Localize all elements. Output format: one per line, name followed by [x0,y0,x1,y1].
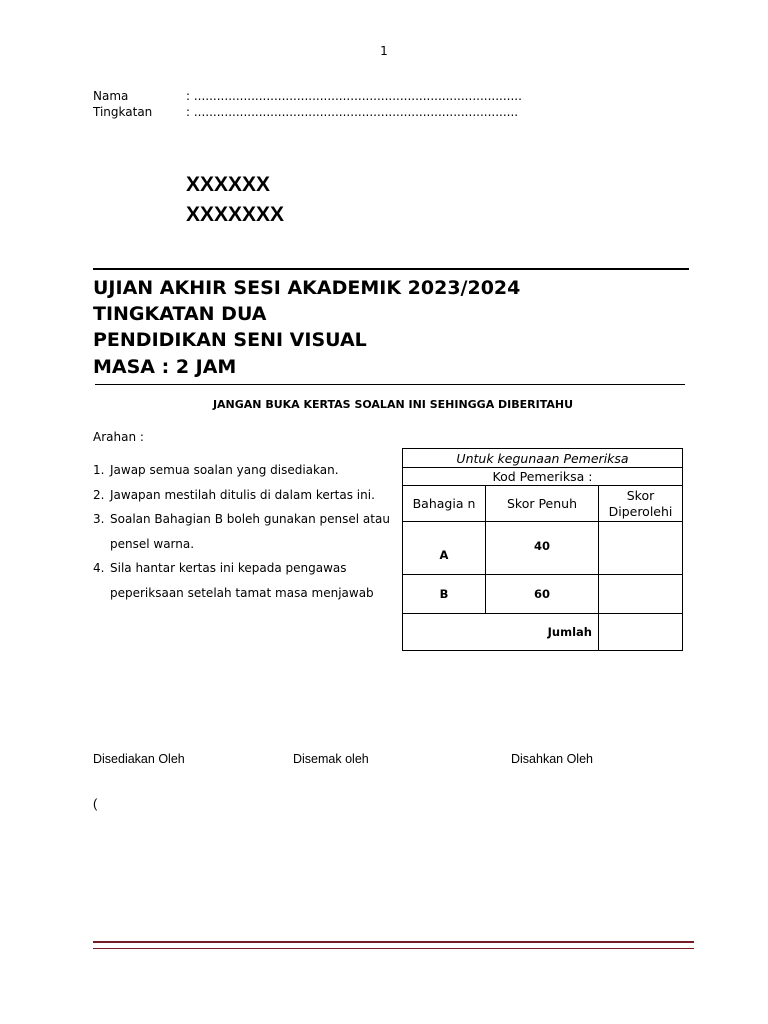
form-level-label: Tingkatan [93,105,153,119]
instruction-item: 2. Jawapan mestilah ditulis di dalam kertas ini. [93,487,375,502]
name-field [93,89,522,103]
page-number: 1 [380,44,388,58]
duration-title: MASA : 2 JAM [93,356,237,378]
school-name-line-2: XXXXXXX [186,203,285,226]
header-full-score: Skor Penuh [486,486,599,522]
total-score-cell[interactable] [599,614,683,651]
name-blank: : ...................................................................................... [186,89,522,103]
title-top-rule [93,268,689,270]
form-level-blank: : ..................................................................................... [186,105,519,119]
subject-title: PENDIDIKAN SENI VISUAL [93,329,367,351]
prepared-by-label: Disediakan Oleh [93,752,185,766]
section-cell: A [403,522,486,575]
total-label: Jumlah [403,614,599,651]
obtained-score-cell[interactable] [599,575,683,614]
footer-rule [93,941,694,949]
table-row [403,575,683,614]
instructions-heading: Arahan : [93,430,144,444]
approved-by-label: Disahkan Oleh [511,752,593,766]
name-label: Nama [93,89,129,103]
instructions-list [93,458,393,605]
open-parenthesis: ( [93,796,98,811]
section-cell: B [403,575,486,614]
form-level-title: TINGKATAN DUA [93,303,267,325]
school-name-line-1: XXXXXX [186,173,271,196]
checked-by-label: Disemak oleh [293,752,369,766]
instruction-item: 4. Sila hantar kertas ini kepada pengawas peperiksaan setelah tamat masa menjawab [93,561,374,600]
table-row [403,522,683,575]
full-score-cell: 40 [486,522,599,575]
table-caption: Untuk kegunaan Pemeriksa [403,449,683,468]
examiner-code: Kod Pemeriksa : [403,468,683,486]
instruction-item: 1. Jawap semua soalan yang disediakan. [93,463,339,477]
examiner-score-table [402,448,683,651]
form-level-field [93,105,518,119]
exam-title: UJIAN AKHIR SESI AKADEMIK 2023/2024 [93,277,521,299]
do-not-open-notice: JANGAN BUKA KERTAS SOALAN INI SEHINGGA DIBERITAHU [212,398,574,411]
obtained-score-cell[interactable] [599,522,683,575]
full-score-cell: 60 [486,575,599,614]
header-section: Bahagia n [403,486,486,522]
header-obtained-score: Skor Diperolehi [599,486,683,522]
title-bottom-rule [95,384,685,385]
instruction-item: 3. Soalan Bahagian B boleh gunakan pensel atau pensel warna. [93,512,390,551]
